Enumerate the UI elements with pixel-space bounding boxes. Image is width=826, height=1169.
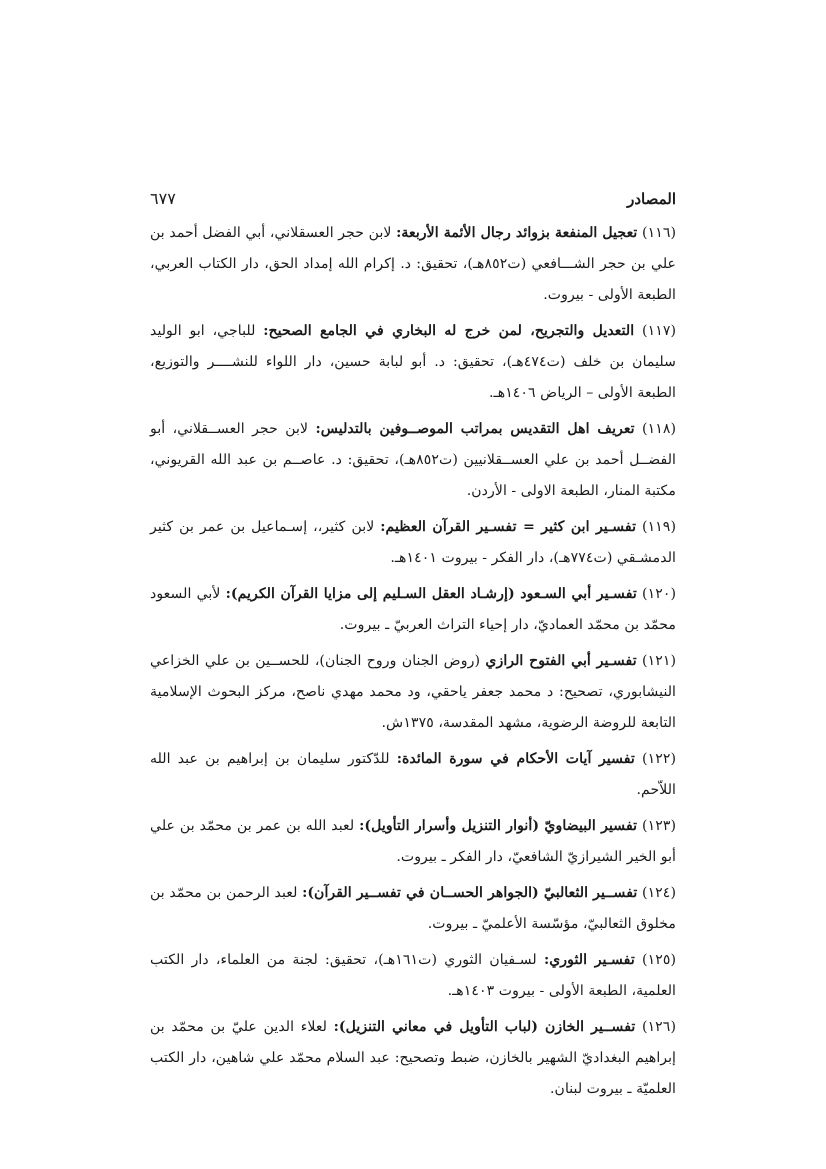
entry-body: للباجي، ابو الوليد سليمان بن خلف (ت٤٧٤هـ)، تحقيق: د. أبو لبابة حسين، دار اللواء للنشــــر والتوزيع، الطبعة الأولى – الرياض ١٤٠٦هـ. (150, 323, 676, 401)
reference-entry (150, 646, 676, 739)
entry-body: لعبد الله بن عمر بن محمّد بن علي أبو الخير الشيرازيّ الشافعيّ، دار الفكر ـ بيروت. (150, 818, 676, 865)
entry-title: تعريف اهل التقديس بمراتب الموصــوفين بالتدليس: (315, 421, 635, 437)
page-number: ٦٧٧ (150, 189, 176, 208)
entry-number: (١١٦) (642, 225, 676, 241)
entry-title: تعجيل المنفعة بزوائد رجال الأئمة الأربعة: (396, 225, 638, 241)
entry-number: (١١٨) (642, 421, 677, 437)
entry-title: تفسـير ابن كثير = تفسـير القرآن العظيم: (380, 519, 637, 535)
entry-number: (١٢١) (642, 653, 677, 669)
entry-title: تفسير البيضاويّ (أنوار التنزيل وأسرار التأويل): (359, 818, 638, 834)
entry-title: تفسـير أبي الفتوح الرازي (485, 653, 637, 669)
entry-body: (روض الجنان وروح الجنان)، للحســين بن علي الخزاعي النيشابوري، تصحيح: د محمد جعفر ياحقي، ود محمد مهدي ناصح، مركز البحوث الإسلامية التابعة للروضة الرضوية، مشهد المقدسة، ١٣٧٥ش. (150, 653, 676, 731)
reference-entry (150, 945, 676, 1007)
reference-entry (150, 1012, 676, 1105)
entry-number: (١٢٠) (642, 586, 676, 602)
entry-title: تفســير الثعالبيّ (الجواهر الحســان في تفســير القرآن): (302, 885, 638, 901)
entry-number: (١١٧) (642, 323, 677, 339)
entry-number: (١٢٦) (642, 1019, 676, 1035)
entry-number: (١٢٣) (642, 818, 676, 834)
entry-number: (١٢٢) (642, 751, 677, 767)
entry-title: تفســير الخازن (لباب التأويل في معاني التنزيل): (333, 1019, 636, 1035)
entry-number: (١٢٤) (642, 885, 676, 901)
entry-body: للدّكتور سليمان بن إبراهيم بن عبد الله اللاّحم. (150, 751, 676, 798)
entry-number: (١١٩) (642, 519, 676, 535)
entry-number: (١٢٥) (642, 952, 677, 968)
reference-entry (150, 316, 676, 409)
reference-entry (150, 512, 676, 574)
entry-body: لعبد الرحمن بن محمّد بن مخلوق الثعالبيّ، مؤسّسة الأعلميّ ـ بيروت. (150, 885, 676, 932)
entry-body: لأبي السعود محمّد بن محمّد العماديّ، دار إحياء التراث العربيّ ـ بيروت. (150, 586, 676, 633)
references-list (150, 218, 676, 1110)
reference-entry (150, 218, 676, 311)
entry-body: لابن حجر العسقلاني، أبي الفضل أحمد بن علي بن حجر الشـــافعي (ت٨٥٢هـ)، تحقيق: د. إكرام الله إمداد الحق، دار الكتاب العربي، الطبعة الأولى - بيروت. (150, 225, 676, 303)
entry-body: لعلاء الدين عليّ بن محمّد بن إبراهيم البغداديّ الشهير بالخازن، ضبط وتصحيح: عبد السلام محمّد علي شاهين، دار الكتب العلميّة ـ بيروت لبنان. (150, 1019, 676, 1097)
reference-entry (150, 744, 676, 806)
entry-title: تفسير آيات الأحكام في سورة المائدة: (396, 751, 635, 767)
entry-body: لابن حجر العســقلاني، أبو الفضــل أحمد بن علي العســقلانيين (ت٨٥٢هـ)، تحقيق: د. عاصــم بن عبد الله القريوني، مكتبة المنار، الطبعة الاولى - الأردن. (150, 421, 676, 499)
section-title: المصادر (627, 190, 676, 208)
reference-entry (150, 579, 676, 641)
entry-title: تفسـير الثوري: (543, 952, 635, 968)
entry-title: تفسـير أبي السـعود (إرشـاد العقل السـليم إلى مزايا القرآن الكريم): (225, 586, 637, 602)
page-header (150, 182, 676, 208)
entry-title: التعديل والتجريح، لمن خرج له البخاري في الجامع الصحيح: (263, 323, 635, 339)
entry-body: لابن كثير،، إسـماعيل بن عمر بن كثير الدمشـقي (ت٧٧٤هـ)، دار الفكر - بيروت ١٤٠١هـ. (150, 519, 676, 566)
reference-entry (150, 811, 676, 873)
entry-body: لسـفيان الثوري (ت١٦١هـ)، تحقيق: لجنة من العلماء، دار الكتب العلمية، الطبعة الأولى - بيروت ١٤٠٣هـ. (150, 952, 676, 999)
reference-entry (150, 878, 676, 940)
reference-entry (150, 414, 676, 507)
